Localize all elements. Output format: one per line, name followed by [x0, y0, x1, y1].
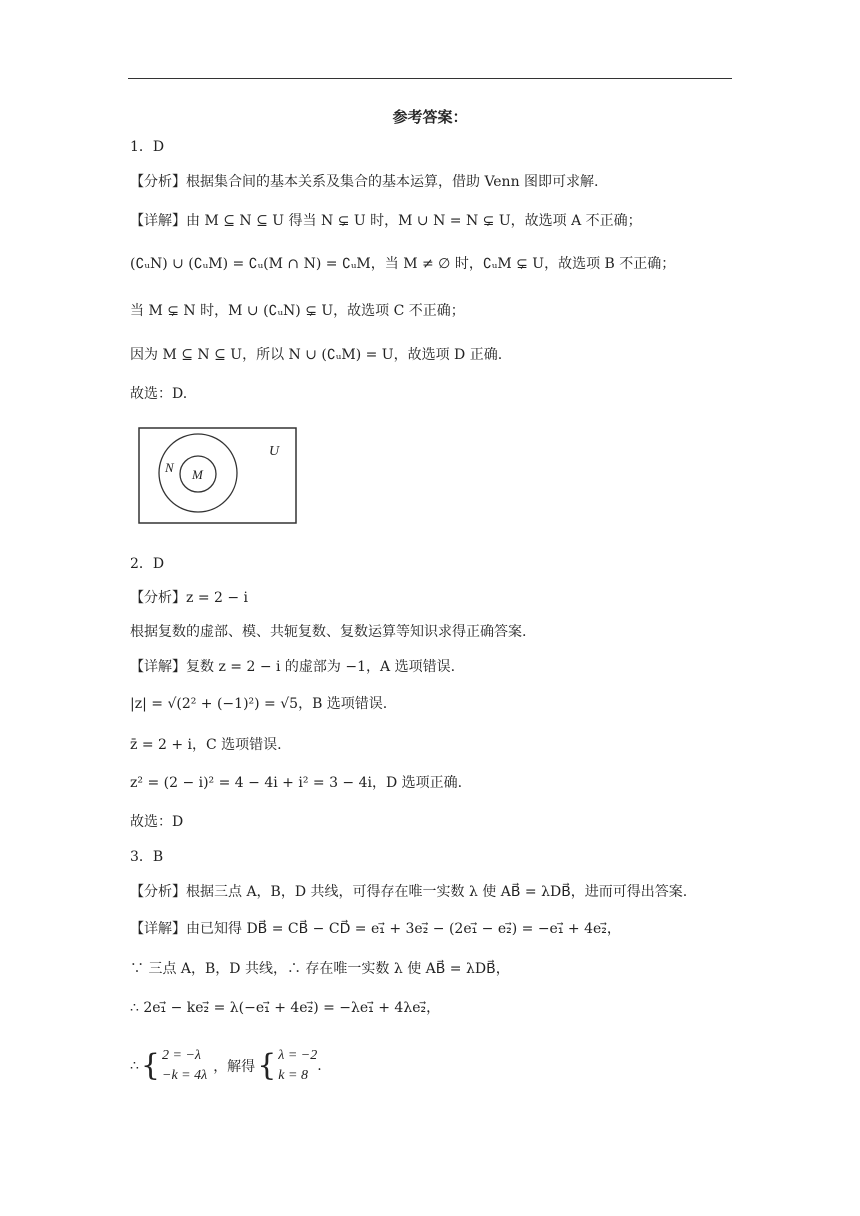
- text-line: 1．D: [130, 139, 165, 155]
- text-line: 【分析】z = 2 − i: [130, 590, 249, 606]
- text-line: 【详解】复数 z = 2 − i 的虚部为 −1，A 选项错误.: [130, 659, 456, 675]
- venn-label-n: N: [165, 460, 174, 475]
- solution-2: k = 8: [278, 1068, 308, 1083]
- text-line: z̄ = 2 + i，C 选项错误.: [130, 737, 282, 753]
- system-solution: [278, 1046, 317, 1086]
- text-line: 因为 M ⊆ N ⊆ U，所以 N ∪ (∁ᵤM) = U，故选项 D 正确.: [130, 347, 503, 363]
- text-line: 【详解】由已知得 DB⃗ = CB⃗ − CD⃗ = e₁⃗ + 3e₂⃗ − (2e₁⃗ − e₂⃗) = −e₁⃗ + 4e₂⃗，: [130, 921, 621, 937]
- venn-diagram: [138, 426, 300, 526]
- text-line: |z| = √(2² + (−1)²) = √5，B 选项错误.: [130, 696, 388, 712]
- therefore-symbol: ∴: [130, 1058, 139, 1074]
- text-line: 故选：D: [130, 814, 184, 830]
- text-line: 2．D: [130, 556, 165, 572]
- venn-universe-rect: [139, 428, 296, 523]
- header-rule: [128, 78, 732, 79]
- text-line: 【分析】根据集合间的基本关系及集合的基本运算，借助 Venn 图即可求解.: [130, 174, 599, 190]
- text-line: ∴ 2e₁⃗ − ke₂⃗ = λ(−e₁⃗ + 4e₂⃗) = −λe₁⃗ + 4λe₂⃗，: [130, 1000, 441, 1016]
- text-line: 故选：D.: [130, 386, 188, 402]
- text-line: 【详解】由 M ⊆ N ⊆ U 得当 N ⊊ U 时，M ∪ N = N ⊊ U，故选项 A 不正确；: [130, 213, 642, 229]
- brace-left-2: {: [257, 1048, 277, 1083]
- text-line: 3．B: [130, 849, 164, 865]
- system-left: [162, 1046, 207, 1086]
- solution-1: λ = −2: [278, 1048, 318, 1063]
- end-period: .: [317, 1058, 322, 1074]
- text-line: 【分析】根据三点 A，B，D 共线，可得存在唯一实数 λ 使 AB⃗ = λDB⃗，进而可得出答案.: [130, 884, 688, 900]
- text-line: 根据复数的虚部、模、共轭复数、复数运算等知识求得正确答案.: [130, 624, 527, 640]
- equation-1: 2 = −λ: [162, 1048, 201, 1063]
- equation-2: −k = 4λ: [162, 1068, 208, 1083]
- page-title: 参考答案：: [392, 108, 468, 126]
- system-equations: [130, 1046, 322, 1086]
- brace-left-1: {: [140, 1048, 161, 1083]
- text-line: z² = (2 − i)² = 4 − 4i + i² = 3 − 4i，D 选项正确.: [130, 775, 463, 791]
- text-line: 当 M ⊊ N 时，M ∪ (∁ᵤN) ⊊ U，故选项 C 不正确；: [130, 303, 465, 319]
- venn-label-m: M: [192, 467, 203, 482]
- solve-text: ，解得: [213, 1059, 256, 1075]
- text-line: (∁ᵤN) ∪ (∁ᵤM) = ∁ᵤ(M ∩ N) = ∁ᵤM，当 M ≠ ∅ 时，∁ᵤM ⊊ U，故选项 B 不正确；: [130, 256, 676, 272]
- venn-label-u: U: [269, 444, 280, 459]
- text-line: ∵ 三点 A，B，D 共线，∴ 存在唯一实数 λ 使 AB⃗ = λDB⃗，: [130, 961, 510, 977]
